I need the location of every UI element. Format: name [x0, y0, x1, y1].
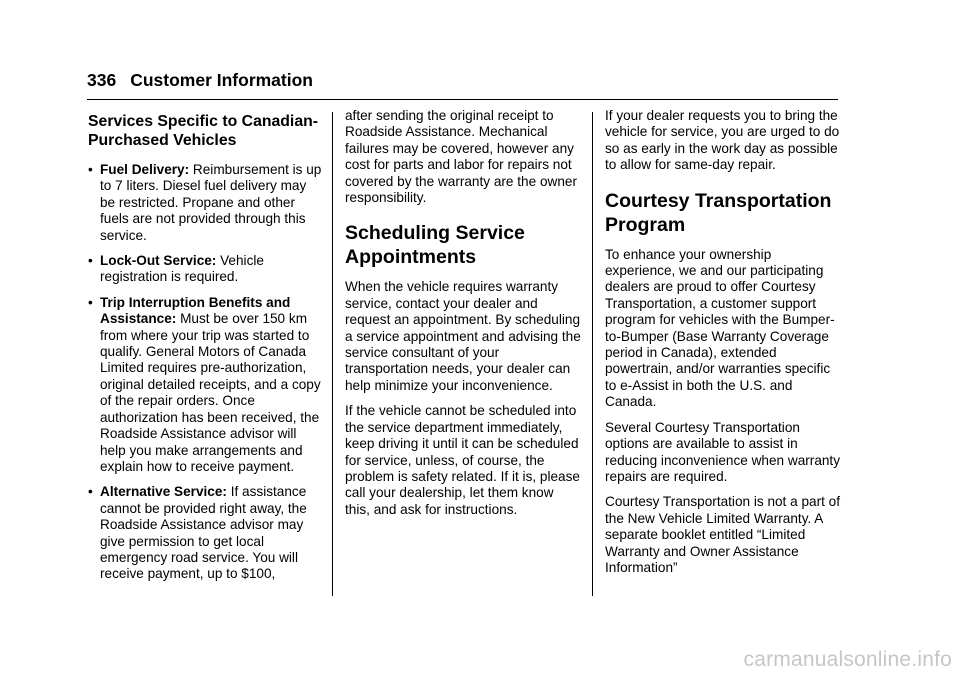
heading-scheduling-service: Scheduling Service Appointments — [345, 222, 525, 269]
paragraph: Courtesy Transportation is not a part of the New Vehicle Limited Warranty. A separate booklet entitled “Limited Warranty and Owner Assistance Information” — [605, 494, 840, 575]
bullet-trip-interruption — [88, 295, 325, 475]
bullet-text: Must be over 150 km from where your trip was started to qualify. General Motors of Canada Limited requires pre-authorization, original detailed receipts, and a copy of the repair orders. Once authorization has been received, the Roadside Assistance advisor will help you make arrangements and explain how to receive payment. — [100, 311, 321, 474]
intro-paragraph: If your dealer requests you to bring the vehicle for service, you are urged to do so as early in the work day as possible to allow for same-day repair. — [605, 108, 840, 173]
heading-courtesy-transportation: Courtesy Transportation Program — [605, 189, 832, 236]
column-divider-left — [332, 112, 333, 596]
paragraph: To enhance your ownership experience, we and our participating dealers are proud to offer Courtesy Transportation, a customer support program for vehicles with the Bumper-to-Bumper (Base Warranty Coverage period in Canada), extended powertrain, and/or warranties specific to e-Assist in both the U.S. and Canada. — [605, 246, 835, 410]
bullet-text: Reimbursement is up to 7 liters. Diesel fuel delivery may be restricted. Propane and other fuels are not provided through this service. — [100, 162, 322, 243]
page-header — [87, 70, 313, 91]
bullet-marker: • — [88, 253, 93, 269]
paragraph: When the vehicle requires warranty service, contact your dealer and request an appointment. By scheduling a service appointment and advising the service consultant of your transportation needs, your dealer can help minimize your inconvenience. — [345, 279, 581, 393]
paragraph: Several Courtesy Transportation options are available to assist in reducing inconvenience when warranty repairs are required. — [605, 419, 841, 484]
bullet-term: Lock-Out Service: — [100, 253, 217, 269]
column-right — [605, 108, 842, 585]
bullet-alternative-service — [88, 484, 325, 582]
bullet-term: Alternative Service: — [100, 484, 227, 500]
bullet-text: If assistance cannot be provided right away, the Roadside Assistance advisor may give permission to get local emergency road service. You will receive payment, up to $100, — [100, 484, 307, 582]
bullet-term: Trip Interruption Benefits and Assistance: — [100, 294, 291, 327]
column-middle — [345, 108, 582, 527]
watermark: carmanualsonline.info — [743, 648, 952, 671]
bullet-marker: • — [88, 162, 93, 177]
bullet-term: Fuel Delivery: — [100, 162, 190, 177]
column-left — [88, 108, 325, 592]
bullet-text: Vehicle registration is required. — [100, 253, 264, 285]
paragraph: If the vehicle cannot be scheduled into the service department immediately, keep driving it until it can be scheduled for service, unless, of course, the problem is safety related. If it is, please call your dealership, let them know this, and ask for instructions. — [345, 403, 580, 517]
bullet-marker: • — [88, 484, 93, 500]
bullet-fuel-delivery — [88, 162, 325, 244]
bullet-marker: • — [88, 294, 93, 310]
section-title: Customer Information — [130, 70, 313, 90]
bullet-lock-out-service — [88, 253, 325, 286]
header-rule — [87, 99, 838, 100]
continuation-paragraph: after sending the original receipt to Roadside Assistance. Mechanical failures may be covered, however any cost for parts and labor for repairs not covered by the warranty are the owner responsibility. — [345, 108, 577, 206]
column-divider-right — [592, 112, 593, 596]
heading-canadian-services: Services Specific to Canadian-Purchased Vehicles — [88, 113, 319, 149]
page-number: 336 — [87, 70, 117, 90]
